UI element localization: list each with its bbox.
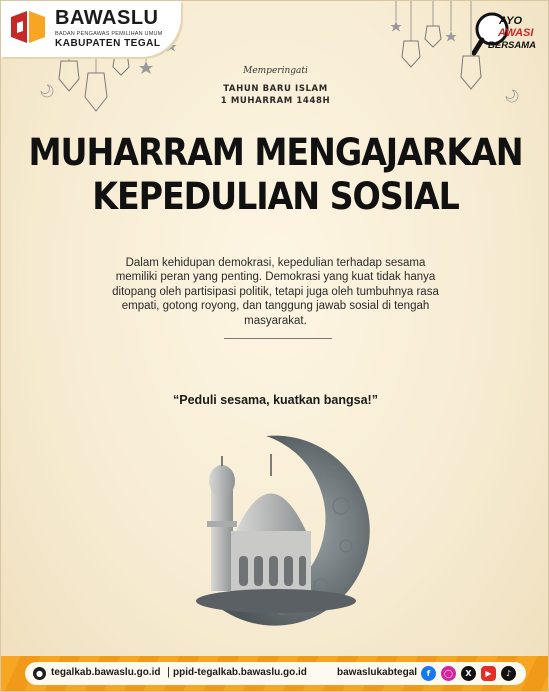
x-icon[interactable]: X xyxy=(461,666,476,681)
tiktok-icon[interactable]: ♪ xyxy=(501,666,516,681)
org-subtitle: BADAN PENGAWAS PEMILIHAN UMUM xyxy=(55,31,163,37)
headline-line2: KEPEDULIAN SOSIAL xyxy=(92,175,459,218)
body-paragraph: Dalam kehidupan demokrasi, kepedulian terhadap sesama memiliki peran yang penting. Demokrasi yang kuat tidak hanya ditopang oleh partisipasi politik, tetapi juga oleh tumbuhnya rasa empati, gotong royong, dan tanggung jawab sosial di tengah masyarakat. xyxy=(112,257,439,327)
badge-line3: BERSAMA xyxy=(488,40,537,51)
mosque-crescent-illustration xyxy=(181,426,381,636)
org-name: BAWASLU xyxy=(55,7,159,29)
bawaslu-emblem-icon xyxy=(7,7,49,49)
badge-line2: AWASI xyxy=(498,27,534,39)
footer-separator: | xyxy=(167,666,170,678)
headline-line1: MUHARRAM MENGAJARKAN xyxy=(28,131,523,174)
website-link[interactable]: tegalkab.bawaslu.go.id xyxy=(51,667,161,678)
badge-line1: AYO xyxy=(499,15,523,27)
social-handle: bawaslukabtegal xyxy=(337,667,418,678)
instagram-icon[interactable]: ◯ xyxy=(441,666,456,681)
globe-icon: ● xyxy=(33,667,46,680)
event-line1: TAHUN BARU ISLAM xyxy=(223,84,328,94)
bawaslu-logo xyxy=(1,1,181,57)
footer xyxy=(1,656,549,691)
ppid-link[interactable]: ppid-tegalkab.bawaslu.go.id xyxy=(173,667,307,678)
youtube-icon[interactable]: ▶ xyxy=(481,666,496,681)
footer-bar xyxy=(25,662,526,685)
divider xyxy=(224,338,332,339)
ayo-awasi-bersama-badge xyxy=(472,9,536,65)
org-region: KABUPATEN TEGAL xyxy=(55,38,161,49)
facebook-icon[interactable]: f xyxy=(421,666,436,681)
quote: “Peduli sesama, kuatkan bangsa!” xyxy=(173,393,378,407)
event-script-line: Memperingati xyxy=(243,66,308,76)
event-line2: 1 MUHARRAM 1448H xyxy=(220,96,331,106)
